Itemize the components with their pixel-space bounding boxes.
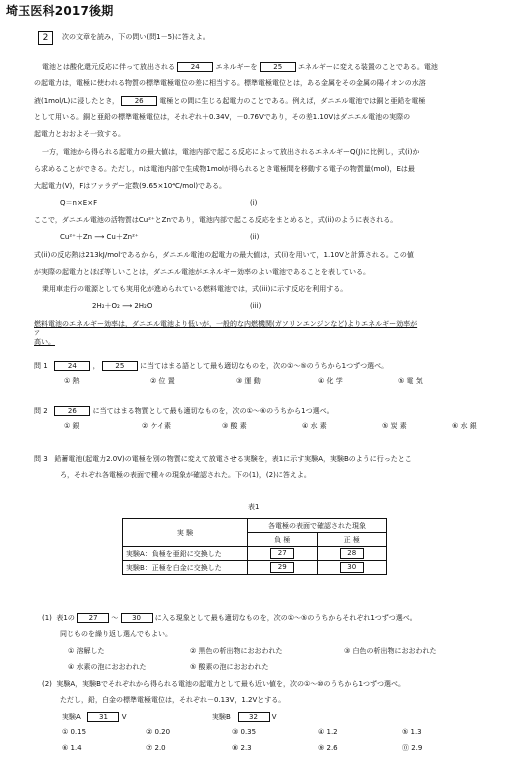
blank-30: 30 <box>340 562 364 573</box>
exp-a-line <box>62 712 127 722</box>
passage-line <box>34 96 425 106</box>
q1-text: に当てはまる語として最も適切なものを，次の①～⑤のうちから1つずつ選べ。 <box>140 362 389 370</box>
passage-line-underlined: 高い。 <box>34 338 55 346</box>
q1-option: ② 位 置 <box>150 377 175 385</box>
sub2-option: ④ 1.2 <box>318 728 338 736</box>
blank-31: 31 <box>87 712 119 722</box>
sub2-label: (2) <box>42 680 52 688</box>
underline-mark: ア <box>34 330 41 337</box>
sub1-blank-27: 27 <box>77 613 109 623</box>
table-header-experiment: 実 験 <box>123 519 248 547</box>
table-header-positive: 正 極 <box>317 533 387 547</box>
sub2-line2: ただし，鉛，白金の標準電極電位は，それぞれ－0.13V，1.2Vとする。 <box>60 696 286 704</box>
sub2-option: ⑥ 1.4 <box>62 744 82 752</box>
sub2-option: ② 0.20 <box>146 728 171 736</box>
row-label: 実験B：正極を白金に交換した <box>123 561 248 575</box>
sub2-option: ⑦ 2.0 <box>146 744 166 752</box>
question-number-box: 2 <box>38 31 53 45</box>
exp-b-line <box>212 712 277 722</box>
q2-option: ⑥ 水 銀 <box>452 422 477 430</box>
blank-24: 24 <box>177 62 213 72</box>
unit-label: V <box>121 713 127 721</box>
table-row <box>123 547 387 561</box>
equation-2-tag: (ii) <box>250 233 260 241</box>
blank-25: 25 <box>260 62 296 72</box>
sub2-option: ⑧ 2.3 <box>232 744 252 752</box>
exp-b-label: 実験B <box>212 713 231 721</box>
sub1-tilde: ～ <box>111 614 119 622</box>
passage-line: ら求めることができる。ただし，nは電池内部で生成物1molが得られるとき電極間を移動する電子の物質量(mol)，Eは最 <box>34 165 415 173</box>
passage-line <box>42 62 438 72</box>
q2-option: ⑤ 炭 素 <box>382 422 407 430</box>
q2-line <box>34 406 334 416</box>
q1-option: ① 熱 <box>64 377 80 385</box>
passage-line: の起電力は，電極に使われる物質の標準電極電位の差に相当する。標準電極電位とは，ある金属をその金属の陽イオンの水溶 <box>34 79 426 87</box>
passage-line: ここで，ダニエル電池の活物質はCu²⁺とZnであり，電池内部で起こる反応をまとめると，式(ii)のように表される。 <box>34 216 398 224</box>
passage-text: エネルギーを <box>215 63 258 71</box>
table-title: 表1 <box>248 503 260 511</box>
q1-blank-25: 25 <box>102 361 138 371</box>
q1-line <box>34 361 388 371</box>
q3-line <box>34 455 412 464</box>
sub2-option: ⑨ 2.6 <box>318 744 338 752</box>
sub1-text: 表1の <box>56 614 75 622</box>
passage-line: として用いる。銅と亜鉛の標準電極電位は，それぞれ＋0.34V，－0.76Vであり，その差1.10Vはダニエル電池の実際の <box>34 113 411 121</box>
results-table <box>122 518 387 575</box>
q1-option: ⑤ 電 気 <box>398 377 423 385</box>
q2-option: ① 銀 <box>64 422 80 430</box>
q3-label: 問 3 <box>34 455 48 463</box>
passage-line: が実際の起電力とほぼ等しいことは，ダニエル電池がエネルギー効率のよい電池であることを表している。 <box>34 268 370 276</box>
q2-blank-26: 26 <box>54 406 90 416</box>
q1-option: ③ 運 動 <box>236 377 261 385</box>
passage-line: 乗用車走行の電源としても実用化が進められている燃料電池では，式(iii)に示す反応を利用する。 <box>42 285 348 293</box>
sub1-option: ④ 水素の泡におおわれた <box>68 663 147 671</box>
passage-line-underlined: 燃料電池のエネルギー効率は，ダニエル電池より低いが，一般的な内燃機関(ガソリンエンジンなど)よりエネルギー効率が <box>34 320 418 328</box>
passage-text: 液(1mol/L)に浸したとき， <box>34 97 119 105</box>
q2-option: ③ 酸 素 <box>222 422 247 430</box>
passage-line: 一方，電池から得られる起電力の最大値は，電池内部で起こる反応によって放出されるエネルギーQ(J)に比例し，式(i)か <box>42 148 420 156</box>
passage-text: 電極との間に生じる起電力のことである。例えば，ダニエル電池では銅と亜鉛を電極 <box>159 97 426 105</box>
blank-27: 27 <box>270 548 294 559</box>
exp-a-label: 実験A <box>62 713 81 721</box>
q2-option: ② ケイ素 <box>142 422 172 430</box>
blank-32: 32 <box>238 712 270 722</box>
table-header-negative: 負 極 <box>248 533 318 547</box>
equation-3-tag: (iii) <box>250 302 262 310</box>
passage-line: 起電力とおおよそ一致する。 <box>34 130 125 138</box>
blank-29: 29 <box>270 562 294 573</box>
q1-blank-24: 24 <box>54 361 90 371</box>
passage-text: エネルギーに変える装置のことである。電池 <box>297 63 438 71</box>
row-label: 実験A：負極を亜鉛に交換した <box>123 547 248 561</box>
blank-28: 28 <box>340 548 364 559</box>
sub1-option: ① 溶解した <box>68 647 105 655</box>
q1-option: ④ 化 学 <box>318 377 343 385</box>
sub2-option: ③ 0.35 <box>232 728 257 736</box>
sub2-option: ① 0.15 <box>62 728 87 736</box>
q2-text: に当てはまる物質として最も適切なものを，次の①～⑥のうちから1つ選べ。 <box>92 407 334 415</box>
sub1-option: ③ 白色の析出物におおわれた <box>344 647 437 655</box>
table-header-phenomena: 各電極の表面で確認された現象 <box>248 519 387 533</box>
sub1-label: (1) <box>42 614 52 622</box>
passage-line: 式(ii)の反応熱は213kJ/molであるから，ダニエル電池の起電力の最大値は，式(i)を用いて，1.10Vと計算される。この値 <box>34 251 414 259</box>
passage-text: 電池とは酸化還元反応に伴って放出される <box>42 63 175 71</box>
table-row <box>123 561 387 575</box>
q2-option: ④ 水 素 <box>302 422 327 430</box>
sub1-line2: 同じものを繰り返し選んでもよい。 <box>60 630 172 638</box>
sub1-text: に入る現象として最も適切なものを，次の①～⑤のうちからそれぞれ1つずつ選べ。 <box>154 614 417 622</box>
sub1-option: ② 黒色の析出物におおわれた <box>190 647 283 655</box>
equation-1: Q＝n×E×F <box>60 199 98 207</box>
sub2-text: 実験A，実験Bでそれぞれから得られる電池の起電力として最も近い値を，次の①～⑩のうちから1つずつ選べ。 <box>56 680 405 688</box>
sub1-option: ⑤ 酸素の泡におおわれた <box>190 663 269 671</box>
question-intro: 次の文章を読み，下の問い(問1－5)に答えよ。 <box>62 33 210 41</box>
equation-1-tag: (i) <box>250 199 258 207</box>
unit-label: V <box>271 713 277 721</box>
q1-separator: ， <box>92 362 100 370</box>
q3-line: ろ，それぞれ各電極の表面で種々の現象が確認された。下の(1)，(2)に答えよ。 <box>60 471 311 479</box>
blank-26: 26 <box>121 96 157 106</box>
passage-line: 大起電力(V)，Fはファラデー定数(9.65×10⁴C/mol)である。 <box>34 182 227 190</box>
q3-sub1-line <box>42 613 417 623</box>
q3-text: 鉛蓄電池(起電力2.0V)の電極を別の物質に変えて放電させる実験を，表1に示す実験A，実験Bのように行ったとこ <box>54 455 412 463</box>
sub2-option: ⑤ 1.3 <box>402 728 422 736</box>
q1-label: 問 1 <box>34 362 48 370</box>
sub1-blank-30: 30 <box>121 613 153 623</box>
q2-label: 問 2 <box>34 407 48 415</box>
sub2-option: ⓪ 2.9 <box>402 744 423 752</box>
q3-sub2-line <box>42 680 405 689</box>
page-title: 埼玉医科2017後期 <box>6 4 114 18</box>
equation-2: Cu²⁺＋Zn ⟶ Cu＋Zn²⁺ <box>60 233 139 241</box>
equation-3: 2H₂＋O₂ ⟶ 2H₂O <box>92 302 153 310</box>
